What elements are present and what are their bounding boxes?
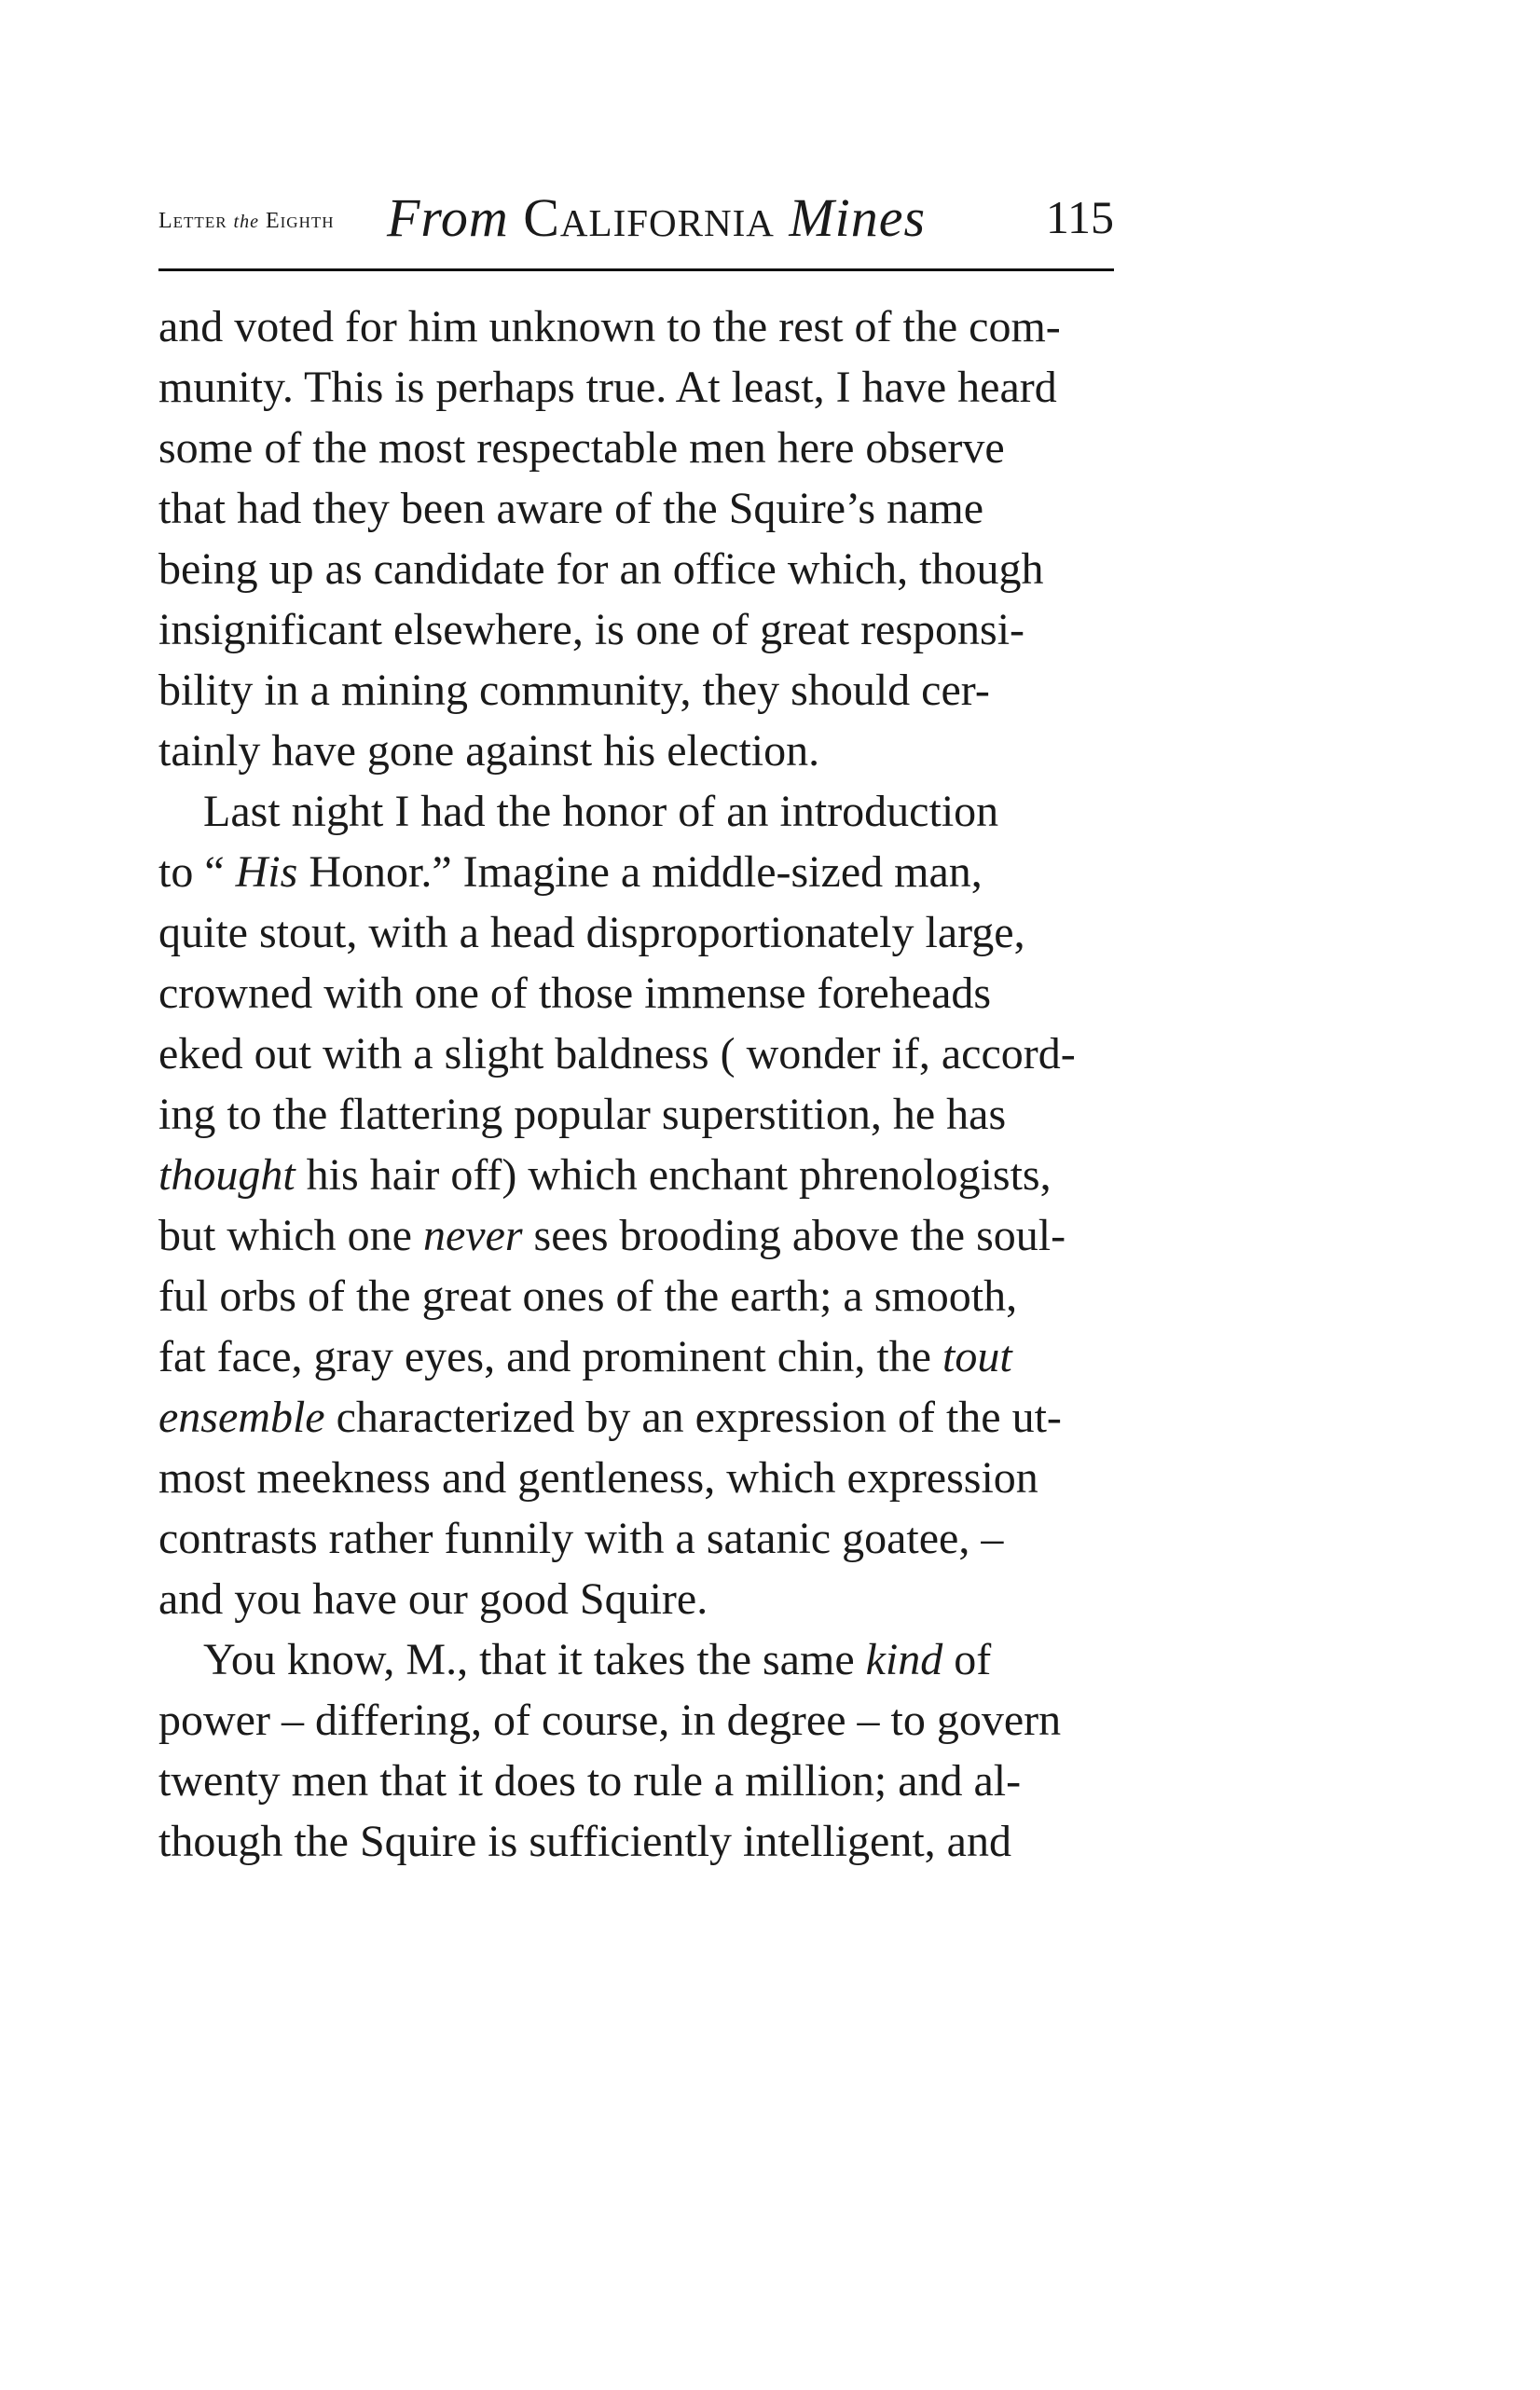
text-line: to “ His Honor.” Imagine a middle-sized man, <box>158 847 983 897</box>
text-line: some of the most respectable men here observe <box>158 423 1005 473</box>
eighth-word: Eighth <box>265 209 335 233</box>
text-line: eked out with a slight baldness ( wonder if, accord- <box>158 1029 1076 1078</box>
page-number: 115 <box>1045 191 1114 243</box>
letter-word: Letter <box>158 209 227 233</box>
italic-word: kind <box>865 1635 943 1684</box>
italic-word: ensemble <box>158 1393 325 1442</box>
text-line: but which one never sees brooding above the soul- <box>158 1211 1066 1260</box>
text-line: bility in a mining community, they should cer- <box>158 666 990 715</box>
text-line: fat face, gray eyes, and prominent chin, the tout <box>158 1332 1012 1381</box>
text-line: insignificant elsewhere, is one of great responsi- <box>158 605 1025 654</box>
text-line: most meekness and gentleness, which expression <box>158 1453 1038 1503</box>
text-line: contrasts rather funnily with a satanic goatee, – <box>158 1514 1004 1563</box>
italic-word: never <box>422 1211 523 1260</box>
italic-word: His <box>235 847 298 897</box>
running-head-letter-label <box>158 209 335 234</box>
italic-word: thought <box>158 1150 296 1200</box>
running-head <box>158 186 1114 270</box>
text-line: being up as candidate for an office which, though <box>158 544 1044 594</box>
title-mines: Mines <box>789 187 927 248</box>
title-from: From <box>387 187 509 248</box>
text-line: Last night I had the honor of an introduction <box>158 787 999 836</box>
text-line: and you have our good Squire. <box>158 1574 708 1624</box>
text-line: crowned with one of those immense foreheads <box>158 968 992 1018</box>
text-line: ful orbs of the great ones of the earth; a smooth, <box>158 1271 1018 1321</box>
text-line: twenty men that it does to rule a million; and al- <box>158 1756 1022 1806</box>
text-line: quite stout, with a head disproportionately large, <box>158 908 1025 957</box>
text-line: tainly have gone against his election. <box>158 726 820 776</box>
the-word: the <box>233 212 259 232</box>
text-line: ing to the flattering popular superstition, he has <box>158 1090 1007 1139</box>
body-text <box>158 296 1128 1872</box>
text-line: and voted for him unknown to the rest of the com- <box>158 302 1061 351</box>
text-line: munity. This is perhaps true. At least, I have heard <box>158 363 1057 412</box>
text-line: though the Squire is sufficiently intelligent, and <box>158 1817 1011 1866</box>
italic-word: tout <box>942 1332 1012 1381</box>
text-line: You know, M., that it takes the same kind of <box>158 1635 992 1684</box>
text-line: power – differing, of course, in degree – to govern <box>158 1696 1062 1745</box>
header-rule <box>158 268 1114 271</box>
title-california: California <box>523 187 775 248</box>
text-line: ensemble characterized by an expression of the ut- <box>158 1393 1062 1442</box>
text-line: that had they been aware of the Squire’s name <box>158 484 983 533</box>
running-head-title <box>387 186 926 249</box>
text-line: thought his hair off) which enchant phrenologists, <box>158 1150 1052 1200</box>
